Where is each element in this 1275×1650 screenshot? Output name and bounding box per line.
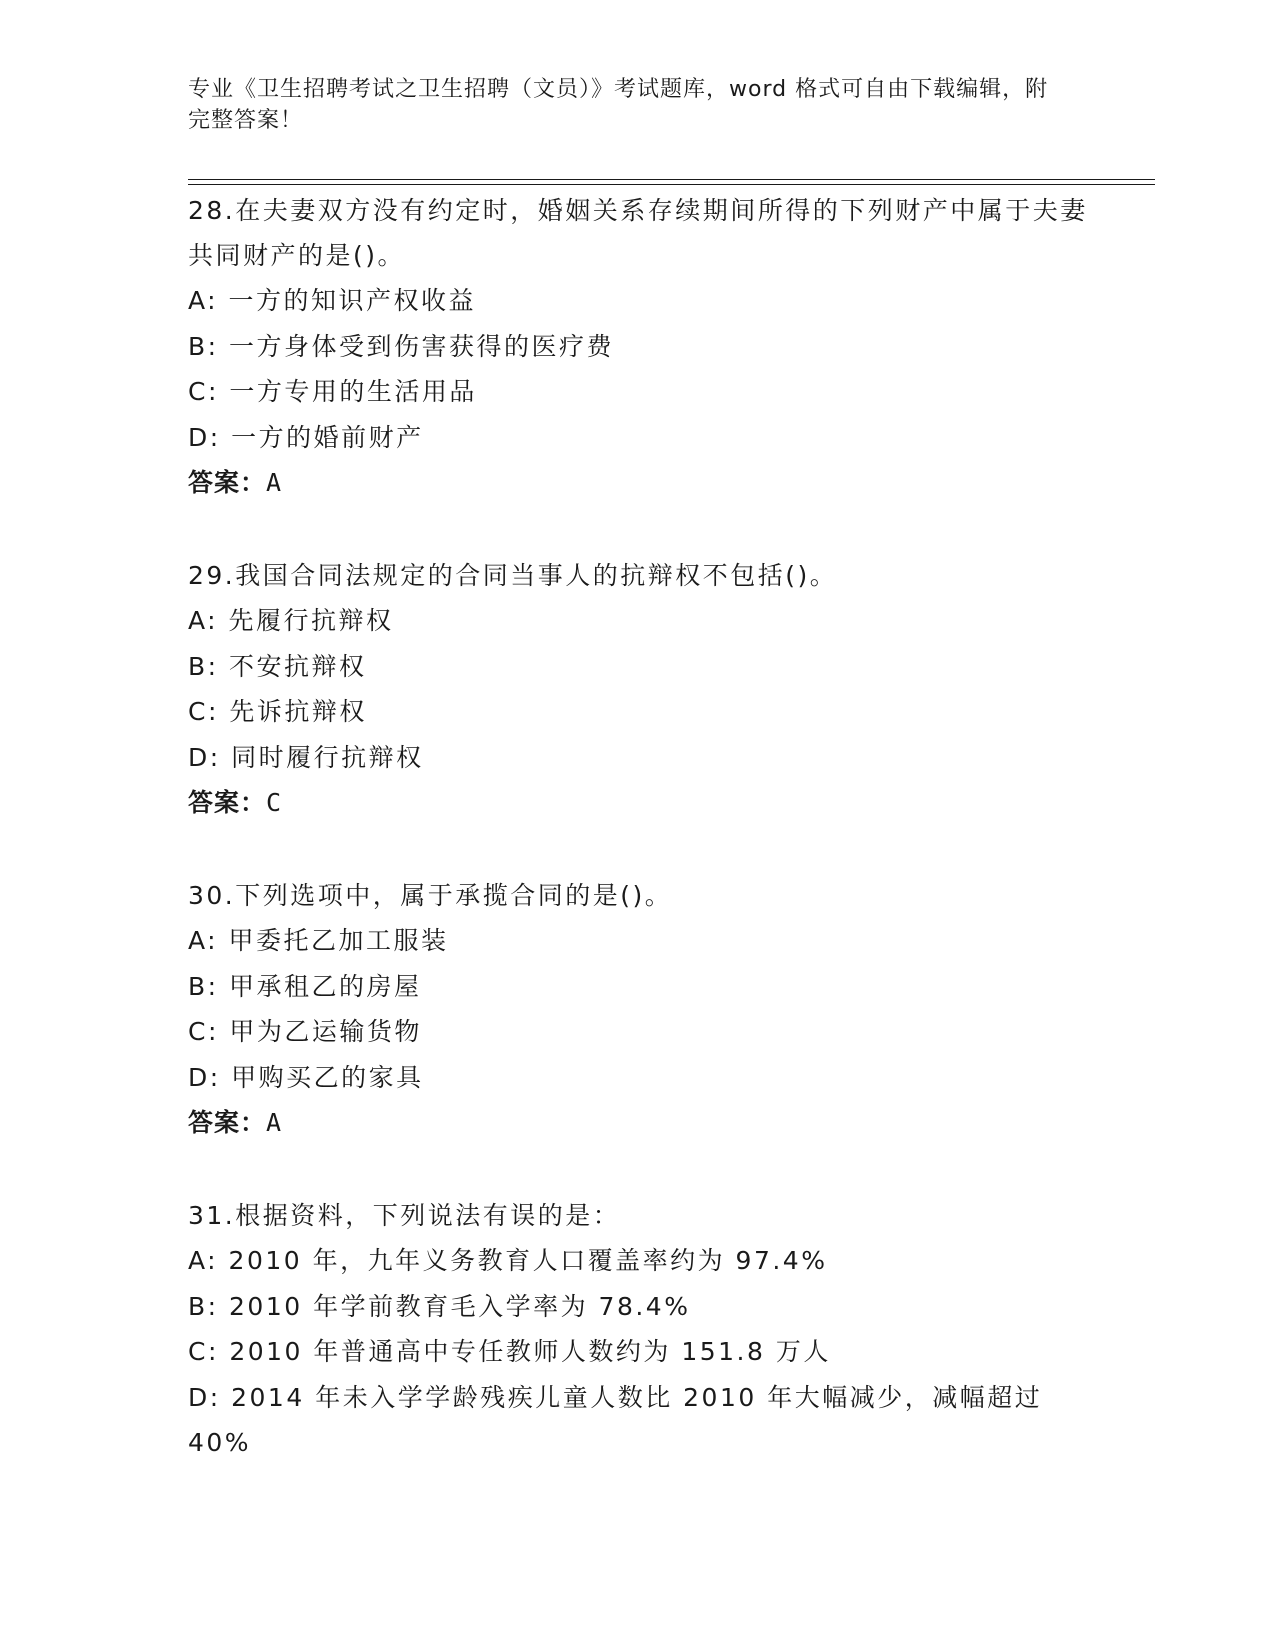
option-a: A: 一方的知识产权收益 [188,286,477,315]
answer-label: 答案： [188,468,267,497]
answer [188,460,1088,505]
option-a: A: 甲委托乙加工服装 [188,926,449,955]
question-stem: 29.我国合同法规定的合同当事人的抗辩权不包括()。 [188,561,838,590]
option-d: D: 同时履行抗辩权 [188,742,424,772]
option-b: B: 2010 年学前教育毛入学率为 78.4% [188,1291,691,1321]
question-31 [188,1193,1088,1465]
answer-value: C [266,788,283,817]
answer [188,1100,1088,1145]
question-stem: 30.下列选项中，属于承揽合同的是()。 [188,881,673,910]
option-b: B: 不安抗辩权 [188,651,367,681]
option-d: D: 一方的婚前财产 [188,422,424,452]
option-b: B: 一方身体受到伤害获得的医疗费 [188,331,615,361]
option-b: B: 甲承租乙的房屋 [188,971,422,1001]
question-28 [188,188,1088,505]
option-c: C: 先诉抗辩权 [188,697,367,726]
option-c: C: 甲为乙运输货物 [188,1017,422,1046]
answer [188,780,1088,825]
option-a: A: 2010 年，九年义务教育人口覆盖率约为 97.4% [188,1246,828,1275]
header-divider-bottom [188,184,1155,185]
question-stem: 28.在夫妻双方没有约定时，婚姻关系存续期间所得的下列财产中属于夫妻共同财产的是()。 [188,196,1088,270]
option-c: C: 2010 年普通高中专任教师人数约为 151.8 万人 [188,1337,831,1366]
answer-label: 答案： [188,1108,267,1137]
question-stem: 31.根据资料，下列说法有误的是： [188,1201,621,1230]
option-c: C: 一方专用的生活用品 [188,377,477,406]
answer-label: 答案： [188,788,267,817]
answer-value: A [266,468,283,497]
question-30 [188,873,1088,1145]
document-header: 专业《卫生招聘考试之卫生招聘（文员）》考试题库，word 格式可自由下载编辑，附完整答案！ [188,77,1049,133]
question-29 [188,553,1088,825]
header-divider-top [188,179,1155,180]
option-d: D: 甲购买乙的家具 [188,1062,424,1092]
option-d: D: 2014 年未入学学龄残疾儿童人数比 2010 年大幅减少，减幅超过 40% [188,1382,1043,1457]
answer-value: A [266,1108,283,1137]
option-a: A: 先履行抗辩权 [188,606,394,635]
